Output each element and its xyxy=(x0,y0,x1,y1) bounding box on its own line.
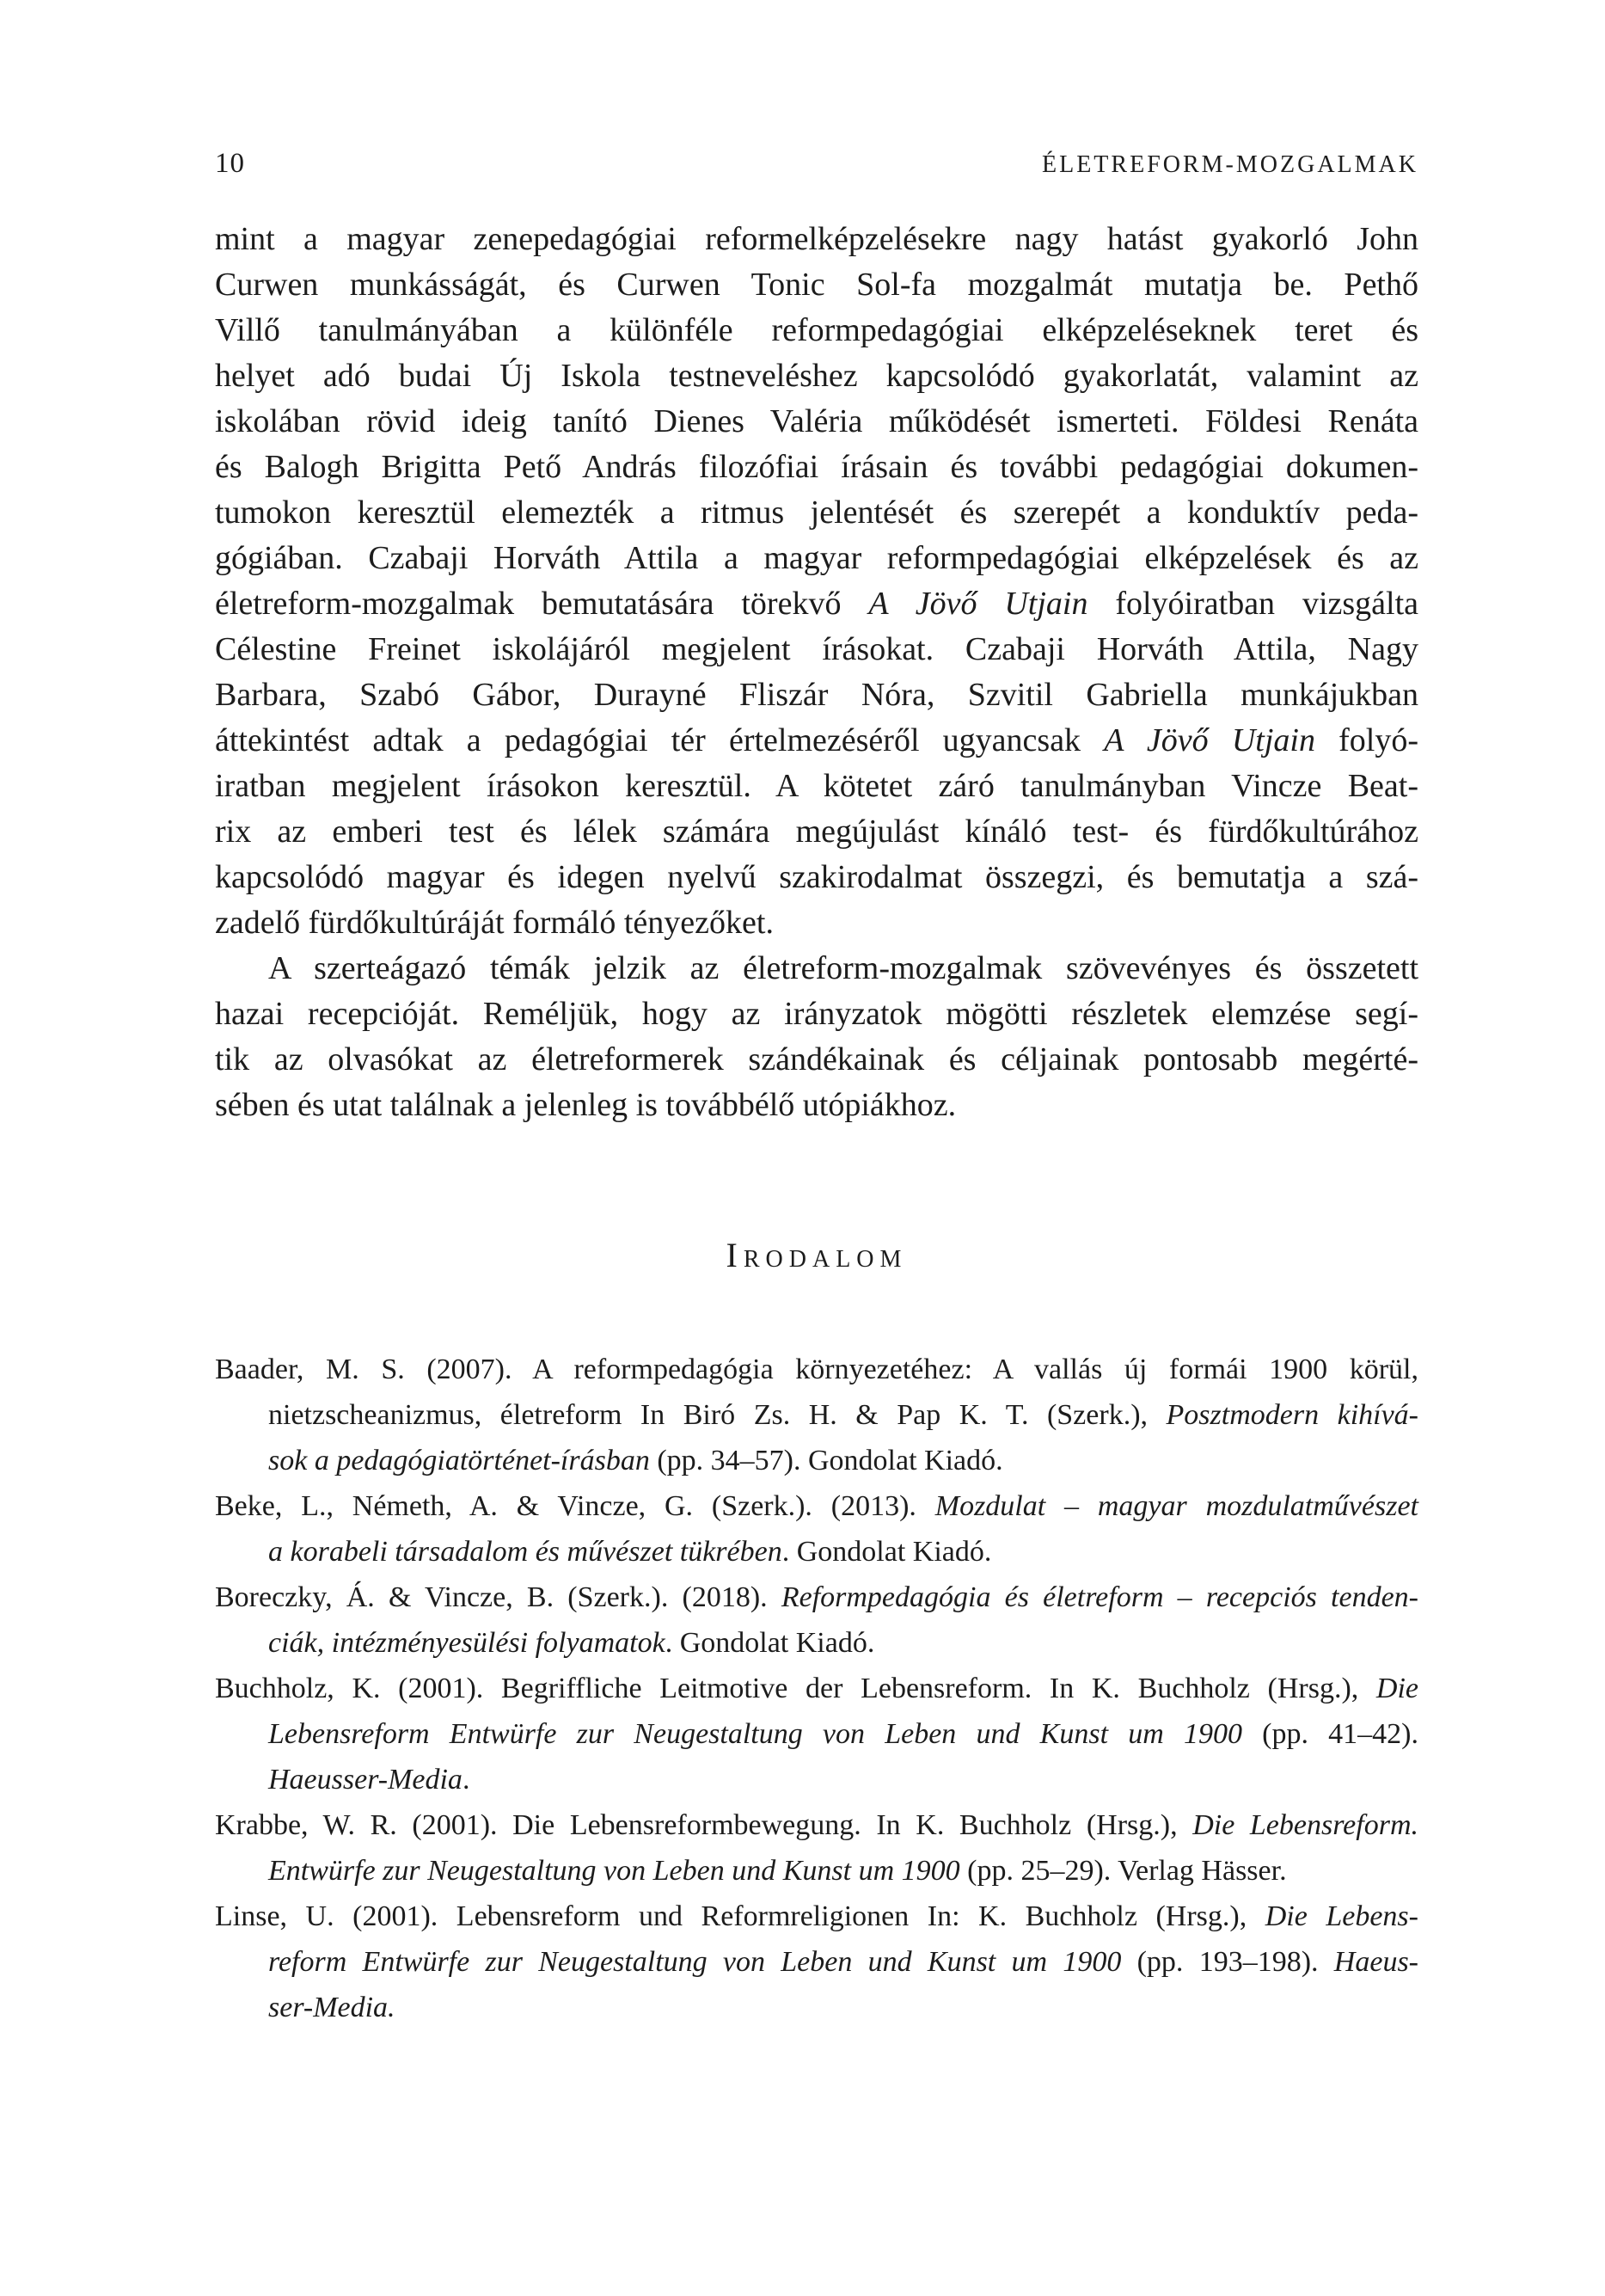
text-line xyxy=(215,809,1418,855)
text-line xyxy=(215,536,1418,581)
text-line xyxy=(215,764,1418,809)
text-line xyxy=(215,1392,1418,1438)
text-line xyxy=(215,399,1418,445)
reference-entry xyxy=(215,1483,1418,1575)
text-segment: Curwen munkásságát, és Curwen Tonic Sol-fa mozgalmát mutatja be. Pethő xyxy=(215,267,1418,303)
text-line xyxy=(215,1483,1418,1529)
italic-text-segment: Die Lebensreform. xyxy=(1192,1809,1418,1841)
text-line xyxy=(215,445,1418,490)
text-line xyxy=(215,1666,1418,1711)
reference-entry xyxy=(215,1575,1418,1666)
text-segment: nietzscheanizmus, életreform In Biró Zs. H. & Pap K. T. (Szerk.), xyxy=(268,1399,1167,1431)
body-text xyxy=(215,217,1418,1128)
text-segment: zadelő fürdőkultúráját formáló tényezőket. xyxy=(215,905,774,941)
text-line xyxy=(215,1620,1418,1666)
text-segment: és Balogh Brigitta Pető András filozófiai írásain és további pedagógiai dokumen- xyxy=(215,449,1418,485)
running-head: ÉLETREFORM-MOZGALMAK xyxy=(1042,151,1418,178)
paragraph xyxy=(215,946,1418,1128)
text-line xyxy=(215,1438,1418,1483)
italic-text-segment: Haeusser-Media xyxy=(268,1764,463,1796)
text-segment: (pp. 193–198). xyxy=(1121,1946,1334,1978)
text-segment: helyet adó budai Új Iskola testneveléshez kapcsolódó gyakorlatát, valamint az xyxy=(215,358,1418,394)
text-line xyxy=(215,490,1418,536)
text-segment: Villő tanulmányában a különféle reformpedagógiai elképzeléseknek teret és xyxy=(215,312,1418,348)
italic-text-segment: a korabeli társadalom és művészet tükrében xyxy=(268,1536,782,1568)
references-list xyxy=(215,1347,1418,2030)
text-segment: sében és utat találnak a jelenleg is továbbélő utópiákhoz. xyxy=(215,1087,957,1123)
reference-entry xyxy=(215,1347,1418,1483)
paragraph xyxy=(215,217,1418,946)
italic-text-segment: Entwürfe zur Neugestaltung von Leben und Kunst um 1900 xyxy=(268,1855,960,1887)
italic-text-segment: Reformpedagógia és életreform – recepciós tenden- xyxy=(781,1581,1419,1613)
text-segment: tik az olvasókat az életreformerek szándékainak és céljainak pontosabb megérté- xyxy=(215,1041,1418,1077)
reference-entry xyxy=(215,1894,1418,2030)
text-line xyxy=(215,1347,1418,1392)
italic-text-segment: ciák, intézményesülési folyamatok xyxy=(268,1627,665,1659)
text-segment: . Gondolat Kiadó. xyxy=(665,1627,875,1659)
italic-text-segment: Die Lebens- xyxy=(1265,1900,1418,1932)
text-line xyxy=(215,1037,1418,1083)
reference-entry xyxy=(215,1802,1418,1894)
text-segment: Linse, U. (2001). Lebensreform und Reformreligionen In: K. Buchholz (Hrsg.), xyxy=(215,1900,1265,1932)
text-segment: iratban megjelent írásokon keresztül. A kötetet záró tanulmányban Vincze Beat- xyxy=(215,768,1418,804)
italic-text-segment: Mozdulat – magyar mozdulatművészet xyxy=(934,1490,1418,1522)
text-line xyxy=(215,1848,1418,1894)
text-line xyxy=(215,581,1418,627)
text-segment: (pp. 34–57). Gondolat Kiadó. xyxy=(649,1445,1003,1476)
text-line xyxy=(215,1802,1418,1848)
text-segment: Boreczky, Á. & Vincze, B. (Szerk.). (2018). xyxy=(215,1581,781,1613)
text-segment: . xyxy=(462,1764,470,1796)
text-segment: hazai recepcióját. Reméljük, hogy az irányzatok mögötti részletek elemzése segí- xyxy=(215,996,1418,1032)
text-segment: . Gondolat Kiadó. xyxy=(781,1536,992,1568)
text-line xyxy=(215,1711,1418,1757)
text-line xyxy=(215,718,1418,764)
italic-text-segment: A Jövő Utjain xyxy=(1104,722,1315,758)
italic-text-segment: Lebensreform Entwürfe zur Neugestaltung von Leben und Kunst um 1900 xyxy=(268,1718,1242,1750)
text-line xyxy=(215,1757,1418,1802)
italic-text-segment: Die xyxy=(1375,1673,1418,1704)
text-segment: áttekintést adtak a pedagógiai tér értelmezéséről ugyancsak xyxy=(215,722,1105,758)
text-line xyxy=(215,855,1418,900)
text-line xyxy=(215,1939,1418,1985)
italic-text-segment: ser-Media. xyxy=(268,1992,395,2023)
text-segment: folyóiratban vizsgálta xyxy=(1087,586,1419,622)
italic-text-segment: Haeus- xyxy=(1333,1946,1418,1978)
italic-text-segment: sok a pedagógiatörténet-írásban xyxy=(268,1445,650,1476)
text-line xyxy=(215,262,1418,308)
text-segment: (pp. 25–29). Verlag Hässer. xyxy=(959,1855,1287,1887)
text-segment: Célestine Freinet iskolájáról megjelent írásokat. Czabaji Horváth Attila, Nagy xyxy=(215,631,1418,667)
text-segment: Krabbe, W. R. (2001). Die Lebensreformbewegung. In K. Buchholz (Hrsg.), xyxy=(215,1809,1193,1841)
text-line xyxy=(215,1894,1418,1939)
text-line xyxy=(215,1083,1418,1128)
text-line xyxy=(215,217,1418,262)
text-segment: Buchholz, K. (2001). Begriffliche Leitmotive der Lebensreform. In K. Buchholz (Hrsg.), xyxy=(215,1673,1376,1704)
text-segment: A szerteágazó témák jelzik az életreform-mozgalmak szövevényes és összetett xyxy=(268,950,1418,986)
text-segment: mint a magyar zenepedagógiai reformelképzelésekre nagy hatást gyakorló John xyxy=(215,221,1418,257)
text-line xyxy=(215,991,1418,1037)
italic-text-segment: A Jövő Utjain xyxy=(868,586,1088,622)
text-segment: folyó- xyxy=(1314,722,1418,758)
text-segment: Barbara, Szabó Gábor, Durayné Fliszár Nóra, Szvitil Gabriella munkájukban xyxy=(215,677,1418,713)
text-line xyxy=(215,308,1418,353)
text-line xyxy=(215,1529,1418,1575)
text-segment: kapcsolódó magyar és idegen nyelvű szakirodalmat összegzi, és bemutatja a szá- xyxy=(215,859,1418,895)
text-segment: Baader, M. S. (2007). A reformpedagógia környezetéhez: A vallás új formái 1900 körül, xyxy=(215,1354,1418,1385)
text-line xyxy=(215,900,1418,946)
text-segment: gógiában. Czabaji Horváth Attila a magyar reformpedagógiai elképzelések és az xyxy=(215,540,1418,576)
text-line xyxy=(215,672,1418,718)
text-segment: iskolában rövid ideig tanító Dienes Valéria működését ismerteti. Földesi Renáta xyxy=(215,403,1418,439)
reference-entry xyxy=(215,1666,1418,1802)
text-segment: életreform-mozgalmak bemutatására törekvő xyxy=(215,586,869,622)
references-heading: Irodalom xyxy=(726,1236,908,1274)
page-header xyxy=(215,148,1418,180)
text-line xyxy=(215,353,1418,399)
text-line xyxy=(215,627,1418,672)
text-segment: tumokon keresztül elemezték a ritmus jelentését és szerepét a konduktív peda- xyxy=(215,494,1418,531)
italic-text-segment: Posztmodern kihívá- xyxy=(1166,1399,1418,1431)
text-segment: Beke, L., Németh, A. & Vincze, G. (Szerk.). (2013). xyxy=(215,1490,935,1522)
text-segment: rix az emberi test és lélek számára megújulást kínáló test- és fürdőkultúrához xyxy=(215,813,1418,850)
text-segment: (pp. 41–42). xyxy=(1241,1718,1418,1750)
text-line xyxy=(215,1575,1418,1620)
text-line xyxy=(215,946,1418,991)
italic-text-segment: reform Entwürfe zur Neugestaltung von Leben und Kunst um 1900 xyxy=(268,1946,1122,1978)
page-number: 10 xyxy=(215,148,245,179)
text-line xyxy=(215,1985,1418,2030)
